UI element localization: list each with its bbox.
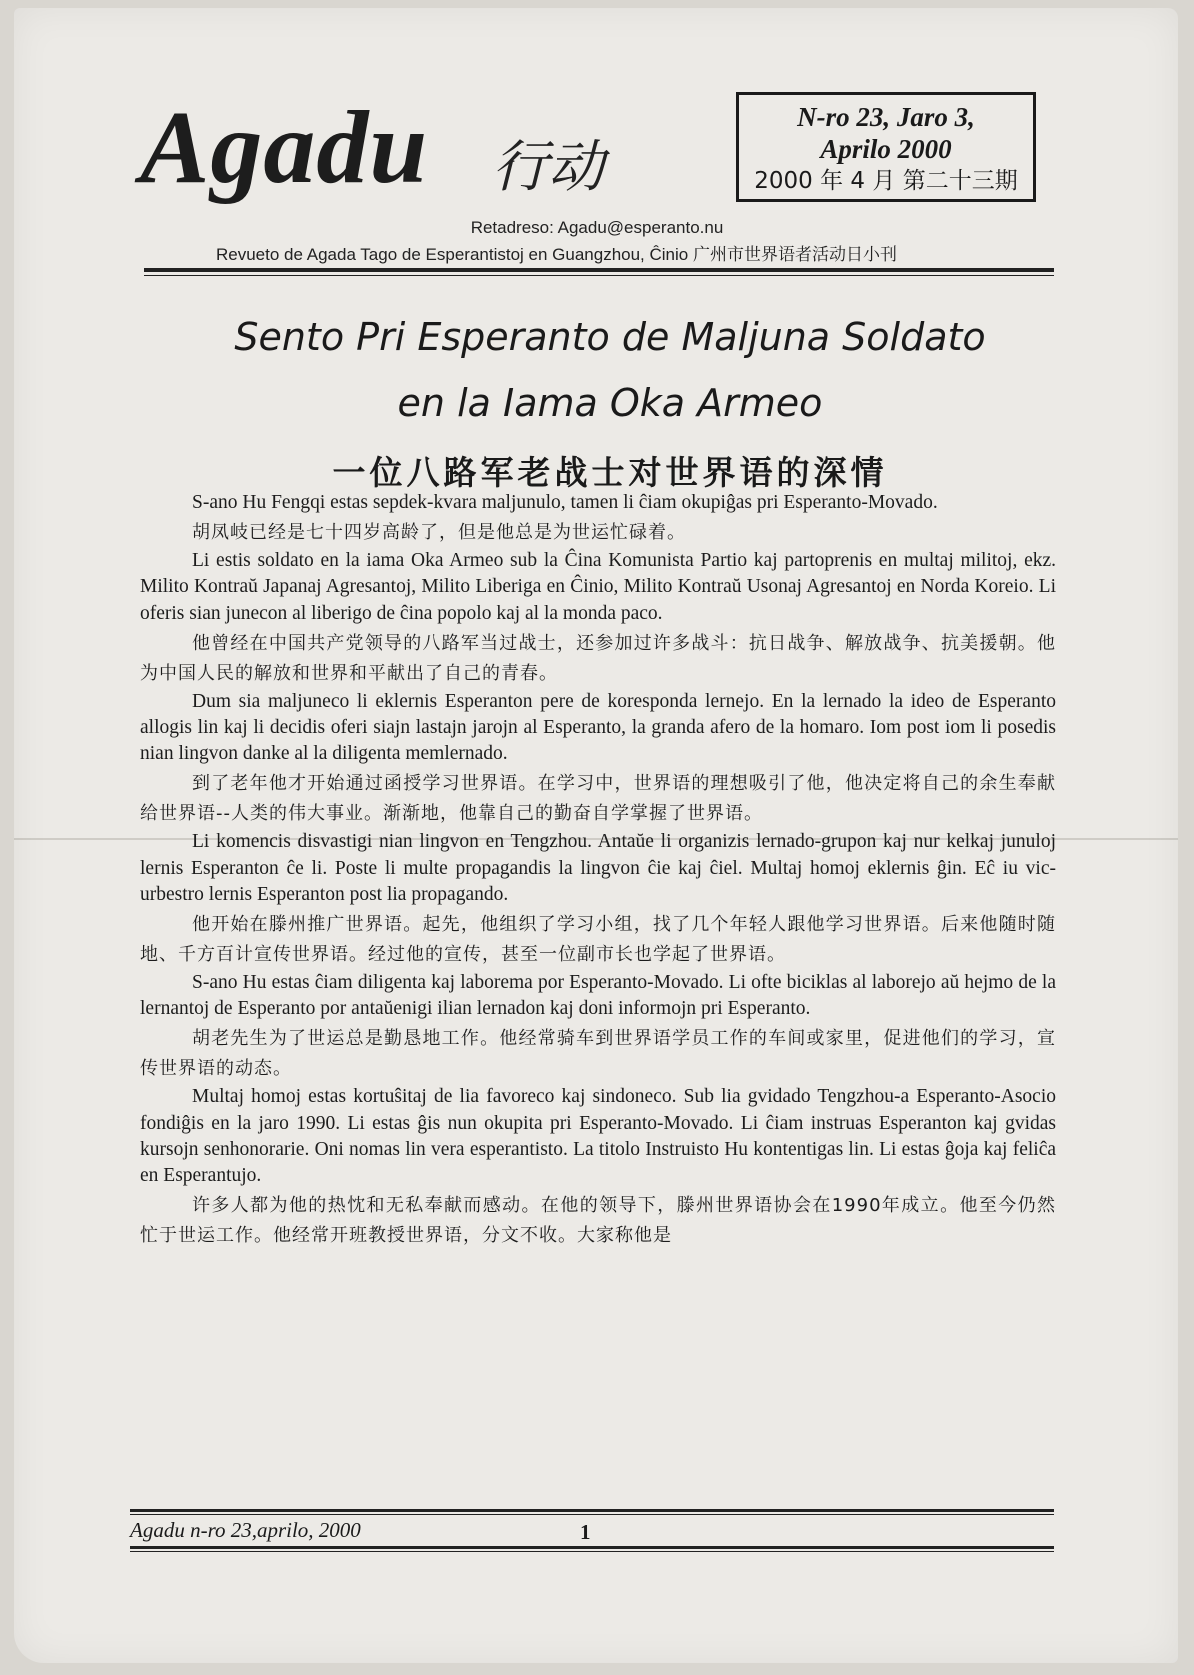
paragraph-cn: 许多人都为他的热忱和无私奉献而感动。在他的领导下，滕州世界语协会在1990年成立。他至今仍然忙于世运工作。他经常开班教授世界语，分文不收。大家称他是 (140, 1195, 1056, 1247)
footer-rule-thick-top (130, 1509, 1054, 1512)
page-number: 1 (580, 1520, 591, 1544)
paragraph-eo: S-ano Hu estas ĉiam diligenta kaj laborema por Esperanto-Movado. Li ofte biciklas al laborejo aŭ hejmo de la lernantoj de Esperanto por antaŭenigi ilian lernadon kaj doni informojn pri Esperanto. (140, 972, 1056, 1020)
paragraph-cn: 胡凤岐已经是七十四岁高龄了，但是他总是为世运忙碌着。 (192, 522, 686, 544)
footer-rule-thin-bottom (130, 1551, 1054, 1552)
masthead-title: Agadu (140, 90, 429, 205)
paragraph-cn: 到了老年他才开始通过函授学习世界语。在学习中，世界语的理想吸引了他，他决定将自己的余生奉献给世界语--人类的伟大事业。渐渐地，他靠自己的勤奋自学掌握了世界语。 (140, 773, 1056, 825)
paragraph-eo: Dum sia maljuneco li eklernis Esperanton pere de koresponda lernejo. En la lernado la ideo de Esperanto allogis lin kaj li decidis oferi siajn lastajn jarojn al Esperanto, la granda afero de la homaro. Iom post iom li posedis nian lingvon danke al la diligenta memlernado. (140, 690, 1056, 765)
paragraph-eo: S-ano Hu Fengqi estas sepdek-kvara maljunulo, tamen li ĉiam okupiĝas pri Esperanto-Movado. (192, 492, 938, 513)
paragraph-cn: 胡老先生为了世运总是勤恳地工作。他经常骑车到世界语学员工作的车间或家里，促进他们的学习，宣传世界语的动态。 (140, 1028, 1056, 1080)
footer-issue-label: Agadu n-ro 23,aprilo, 2000 (130, 1518, 361, 1542)
article-headline-line2: en la Iama Oka Armeo (397, 381, 823, 425)
paragraph-eo: Li estis soldato en la iama Oka Armeo sub la Ĉina Komunista Partio kaj partoprenis en multaj militoj, ekz. Milito Kontraŭ Japanaj Agresantoj, Milito Liberiga en Ĉinio, Milito Kontraŭ Usonaj Agresantoj en Norda Koreio. Li oferis sian junecon al liberigo de ĉina popolo kaj al la monda paco. (140, 550, 1056, 624)
footer-rule-thick-bottom (130, 1546, 1054, 1549)
paragraph-eo: Multaj homoj estas kortuŝitaj de lia favoreco kaj sindoneco. Sub lia gvidado Tengzhou-a Esperanto-Asocio fondiĝis en la jaro 1990. Li estas ĝis nun okupita pri Esperanto-Movado. Li ĉiam instruas Esperanton kaj gvidas kursojn senhonorarie. Oni nomas lin vera esperantisto. La titolo Instruisto Hu kontentigas lin. Li estas ĝoja kaj feliĉa en Esperantujo. (140, 1086, 1056, 1187)
footer-rule-thin-top (130, 1514, 1054, 1515)
article-headline-line1: Sento Pri Esperanto de Maljuna Soldato (234, 315, 986, 359)
issue-date-chinese: 2000 年 4 月 第二十三期 (754, 168, 1018, 194)
return-address: Retadreso: Agadu@esperanto.nu (470, 218, 724, 237)
header-rule-thin (144, 275, 1054, 276)
issue-month: Aprilo 2000 (820, 134, 952, 164)
paragraph-eo: Li komencis disvastigi nian lingvon en Tengzhou. Antaŭe li organizis lernado-grupon kaj nur kelkaj junuloj lernis Esperanton ĉe li. Poste li multe propagandis la lingvon ĉie kaj ĉiel. Multaj homoj eklernis ĝin. Eĉ iu vic-urbestro lernis Esperanton post lia propagando. (140, 831, 1056, 905)
article-body (140, 490, 1056, 1251)
paragraph-cn: 他开始在滕州推广世界语。起先，他组织了学习小组，找了几个年轻人跟他学习世界语。后来他随时随地、千方百计宣传世界语。经过他的宣传，甚至一位副市长也学起了世界语。 (140, 914, 1056, 966)
paragraph-cn: 他曾经在中国共产党领导的八路军当过战士，还参加过许多战斗：抗日战争、解放战争、抗美援朝。他为中国人民的解放和世界和平献出了自己的青春。 (140, 632, 1056, 684)
issue-number: N-ro 23, Jaro 3, (797, 102, 975, 132)
header-rule-thick (144, 268, 1054, 272)
masthead-subtitle: Revueto de Agada Tago de Esperantistoj en Guangzhou, Ĉinio 广州市世界语者活动日小刊 (216, 245, 897, 264)
issue-info-box (736, 92, 1036, 202)
masthead-title-chinese: 行动 (492, 135, 604, 200)
article-headline-chinese: 一位八路军老战士对世界语的深情 (332, 453, 888, 492)
